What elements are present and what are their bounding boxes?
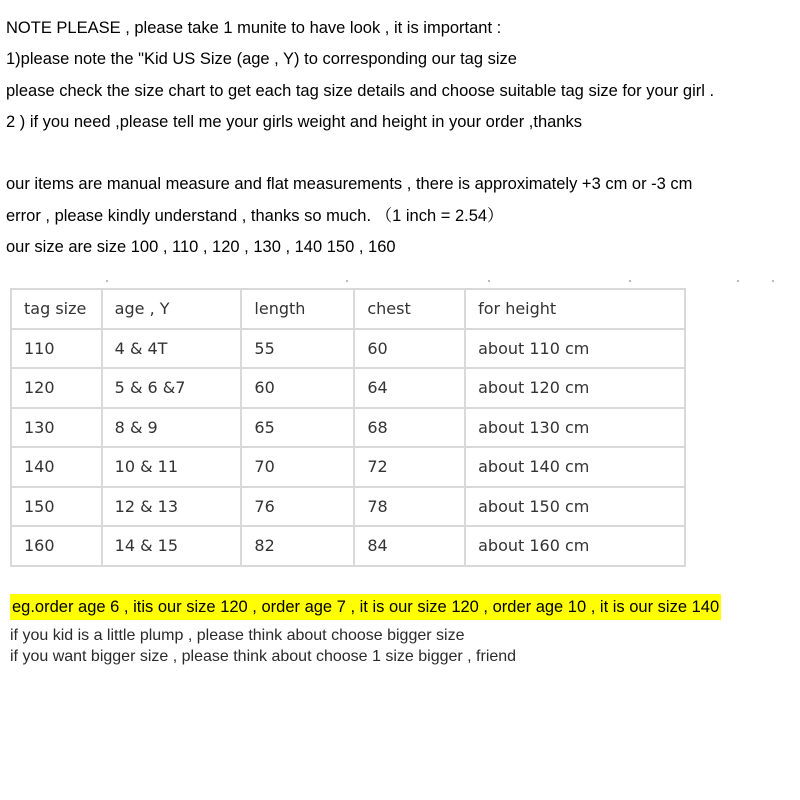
divider-dot (488, 280, 490, 282)
size-chart-table (10, 288, 686, 567)
note-line-title: NOTE PLEASE , please take 1 munite to have look , it is important : (6, 19, 502, 37)
cell-chest: 60 (354, 329, 465, 369)
cell-age: 14 & 15 (102, 526, 242, 566)
divider-dot (629, 280, 631, 282)
cell-length: 82 (241, 526, 354, 566)
cell-for-height: about 150 cm (465, 487, 685, 527)
cell-length: 70 (241, 447, 354, 487)
cell-age: 4 & 4T (102, 329, 242, 369)
cell-length: 55 (241, 329, 354, 369)
table-row (11, 329, 685, 369)
cell-length: 60 (241, 368, 354, 408)
cell-age: 8 & 9 (102, 408, 242, 448)
cell-tag-size: 140 (11, 447, 102, 487)
table-header-row (11, 289, 685, 329)
cell-for-height: about 160 cm (465, 526, 685, 566)
header-age: age , Y (102, 289, 242, 329)
highlighted-example-note: eg.order age 6 , itis our size 120 , order age 7 , it is our size 120 , order age 10 , it is our size 140 (10, 594, 721, 620)
cell-for-height: about 120 cm (465, 368, 685, 408)
cell-chest: 84 (354, 526, 465, 566)
cell-for-height: about 110 cm (465, 329, 685, 369)
table-row (11, 487, 685, 527)
cell-tag-size: 110 (11, 329, 102, 369)
note-line-error-inch: error , please kindly understand , thanks so much. （1 inch = 2.54） (6, 206, 504, 225)
table-row (11, 408, 685, 448)
cell-age: 12 & 13 (102, 487, 242, 527)
divider-dot (346, 280, 348, 282)
cell-for-height: about 140 cm (465, 447, 685, 487)
cell-tag-size: 120 (11, 368, 102, 408)
tip-bigger-size: if you want bigger size , please think about choose 1 size bigger , friend (10, 648, 517, 665)
cell-age: 5 & 6 &7 (102, 368, 242, 408)
header-length: length (241, 289, 354, 329)
note-line-measurement: our items are manual measure and flat measurements , there is approximately +3 cm or -3 cm (6, 175, 693, 194)
size-tips (10, 625, 516, 667)
note-line-weight-height: 2 ) if you need ,please tell me your girls weight and height in your order ,thanks (6, 112, 582, 131)
cell-for-height: about 130 cm (465, 408, 685, 448)
dotted-divider (10, 280, 780, 284)
note-line-sizes: our size are size 100 , 110 , 120 , 130 , 140 150 , 160 (6, 238, 396, 257)
cell-chest: 68 (354, 408, 465, 448)
tip-plump: if you kid is a little plump , please think about choose bigger size (10, 627, 465, 644)
cell-tag-size: 150 (11, 487, 102, 527)
header-chest: chest (354, 289, 465, 329)
note-spacer (6, 143, 796, 174)
cell-chest: 72 (354, 447, 465, 487)
notes-block (6, 18, 796, 268)
divider-dot (106, 280, 108, 282)
cell-tag-size: 160 (11, 526, 102, 566)
cell-length: 76 (241, 487, 354, 527)
header-tag-size: tag size (11, 289, 102, 329)
divider-dot (772, 280, 774, 282)
note-line-kid-size: 1)please note the "Kid US Size (age , Y) to corresponding our tag size (6, 50, 517, 69)
cell-chest: 64 (354, 368, 465, 408)
table-row (11, 447, 685, 487)
table-row (11, 526, 685, 566)
cell-chest: 78 (354, 487, 465, 527)
cell-length: 65 (241, 408, 354, 448)
header-for-height: for height (465, 289, 685, 329)
note-line-size-chart: please check the size chart to get each tag size details and choose suitable tag size for your girl . (6, 81, 715, 100)
divider-dot (737, 280, 739, 282)
cell-tag-size: 130 (11, 408, 102, 448)
table-row (11, 368, 685, 408)
cell-age: 10 & 11 (102, 447, 242, 487)
